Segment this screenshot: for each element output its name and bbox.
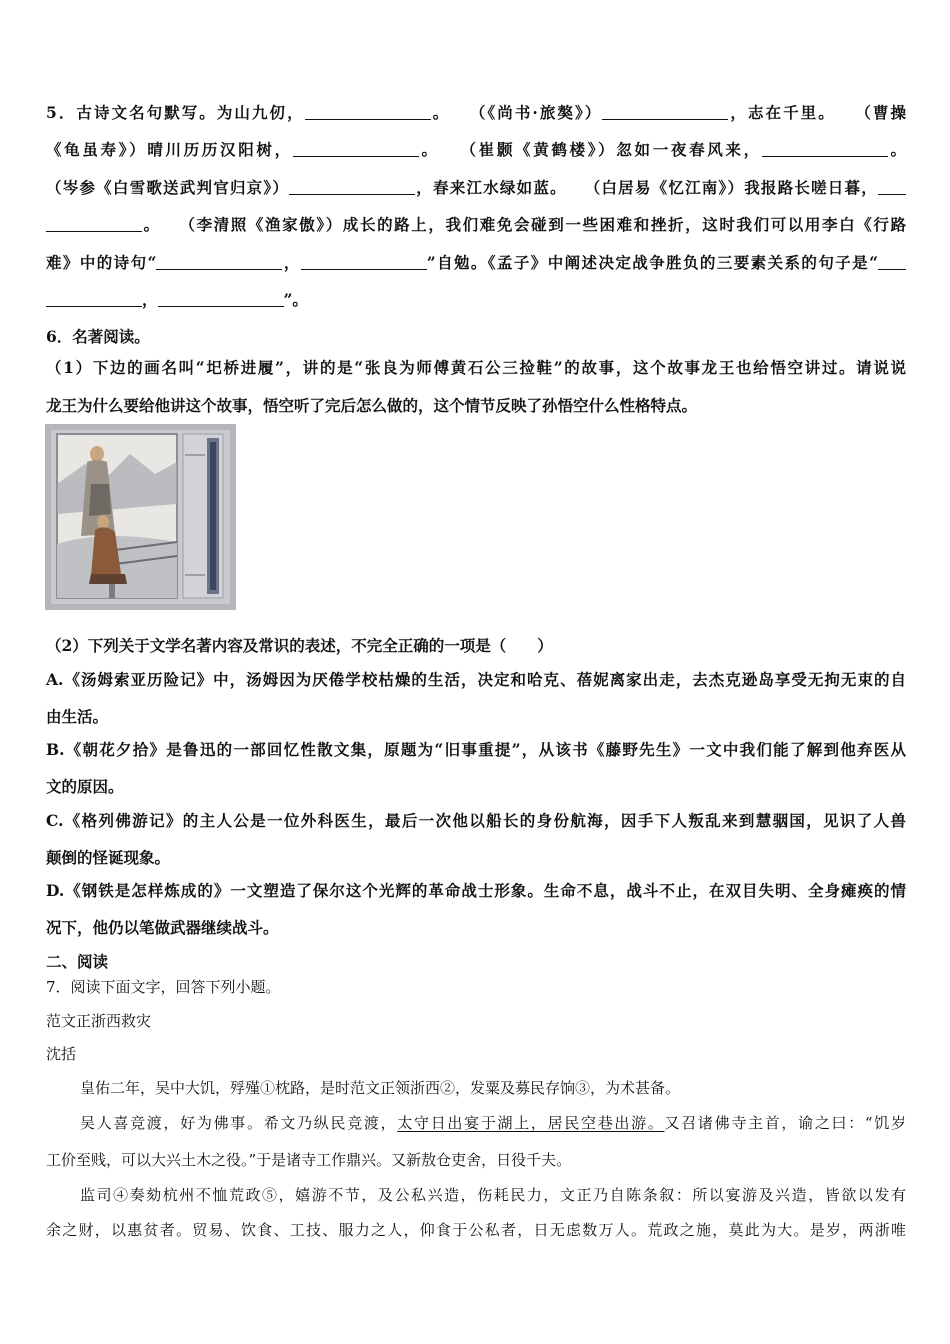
answer-blank[interactable]	[46, 217, 142, 232]
q5-text: 难》中的诗句“	[46, 253, 157, 272]
q5-text: ，	[142, 290, 158, 309]
answer-blank[interactable]	[293, 142, 419, 157]
option-c-line-2: 颠倒的怪诞现象。	[46, 848, 171, 867]
option-d-line-1[interactable]: D.《钢铁是怎样炼成的》一文塑造了保尔这个光辉的革命战士形象。生命不息，战斗不止，在双目失明、全身瘫痪的情	[46, 881, 906, 900]
q5-text: ”自勉。《孟子》中阐述决定战争胜负的三要素关系的句子是“	[426, 253, 878, 272]
passage-para-2-line-1	[46, 1113, 906, 1133]
q7-intro: 7．阅读下面文字，回答下列小题。	[46, 978, 281, 996]
option-b-line-1[interactable]: B.《朝花夕拾》是鲁迅的一部回忆性散文集，原题为“旧事重提”，从该书《藤野先生》一文中我们能了解到他弃医从	[46, 740, 906, 759]
passage-para-3-line-2: 余之财，以惠贫者。贸易、饮食、工技、服力之人，仰食于公私者，日无虑数万人。荒政之施，莫此为大。是岁，两浙唯	[46, 1221, 906, 1239]
q5-text: 5．古诗文名句默写。为山九仞，	[46, 103, 305, 122]
answer-blank[interactable]	[46, 292, 142, 307]
q6-part1-line-2: 龙王为什么要给他讲这个故事，悟空听了完后怎么做的，这个情节反映了孙悟空什么性格特点。	[46, 396, 698, 415]
option-d-line-2: 况下，他仍以笔做武器继续战斗。	[46, 918, 279, 937]
q5-text: 。 （李清照《渔家傲》）成长的路上，我们难免会碰到一些困难和挫折，这时我们可以用李白《行路	[142, 215, 906, 234]
q5-line-3	[46, 178, 906, 198]
answer-blank[interactable]	[158, 292, 284, 307]
q5-line-5	[46, 253, 906, 273]
answer-blank[interactable]	[305, 105, 431, 120]
option-a-line-2: 由生活。	[46, 707, 109, 726]
q5-line-2	[46, 140, 906, 160]
q5-text: 。 （崔颢《黄鹤楼》）忽如一夜春风来，	[418, 140, 762, 159]
option-a-line-1[interactable]: A.《汤姆索亚历险记》中，汤姆因为厌倦学校枯燥的生活，决定和哈克、蓓妮离家出走，去杰克逊岛享受无拘无束的自	[46, 670, 906, 689]
q5-text: ，志在千里。 （曹操	[728, 103, 906, 122]
q5-text: 。 （《尚书·旅獒》）	[430, 103, 603, 122]
option-c-line-1[interactable]: C.《格列佛游记》的主人公是一位外科医生，最后一次他以船长的身份航海，因手下人叛乱来到慧骃国，见识了人兽	[46, 811, 906, 830]
answer-blank[interactable]	[878, 255, 906, 270]
passage-author: 沈括	[46, 1045, 77, 1063]
q5-text: 《龟虽寿》）晴川历历汉阳树，	[46, 140, 293, 159]
option-b-line-2: 文的原因。	[46, 777, 124, 796]
painting-illustration	[45, 424, 236, 610]
q5-text: ，	[282, 253, 301, 272]
q5-text: ，春来江水绿如蓝。 （白居易《忆江南》）我报路长嗟日暮，	[415, 178, 878, 197]
answer-blank[interactable]	[156, 255, 282, 270]
passage-para-1: 皇佑二年，吴中大饥，殍殣①枕路，是时范文正领浙西②，发粟及募民存饷③，为术甚备。	[80, 1079, 681, 1097]
q5-line-6	[46, 290, 906, 310]
q5-line-1	[46, 103, 906, 123]
answer-blank[interactable]	[878, 180, 906, 195]
q5-text: （岑参《白雪歌送武判官归京》）	[46, 178, 290, 197]
answer-blank[interactable]	[289, 180, 415, 195]
answer-blank[interactable]	[301, 255, 427, 270]
q5-text: 。	[887, 140, 906, 159]
painting-image	[45, 424, 236, 610]
underlined-sentence: 太守日出宴于湖上，居民空巷出游。	[397, 1114, 665, 1132]
section-heading: 二、阅读	[46, 952, 109, 971]
passage-para-2-line-2: 工价至贱，可以大兴土木之役。”于是诸寺工作鼎兴。又新敖仓吏舍，日役千夫。	[46, 1151, 572, 1169]
q6-title: 6．名著阅读。	[46, 327, 150, 346]
q5-line-4	[46, 215, 906, 235]
para-text: 又召诸佛寺主首，谕之曰：“饥岁	[664, 1114, 906, 1132]
answer-blank[interactable]	[602, 105, 728, 120]
para-text: 吴人喜竞渡，好为佛事。希文乃纵民竞渡，	[80, 1114, 398, 1132]
q6-part1-line-1: （1）下边的画名叫“圯桥进履”，讲的是“张良为师傅黄石公三捡鞋”的故事，这个故事龙王也给悟空讲过。请说说	[46, 358, 906, 377]
passage-title: 范文正浙西救灾	[46, 1012, 152, 1030]
q5-text: ”。	[283, 290, 308, 309]
q6-part2: （2）下列关于文学名著内容及常识的表述，不完全正确的一项是（ ）	[46, 636, 553, 655]
answer-blank[interactable]	[762, 142, 888, 157]
passage-para-3-line-1: 监司④奏劾杭州不恤荒政⑤，嬉游不节，及公私兴造，伤耗民力，文正乃自陈条叙：所以宴游及兴造，皆欲以发有	[80, 1186, 906, 1204]
